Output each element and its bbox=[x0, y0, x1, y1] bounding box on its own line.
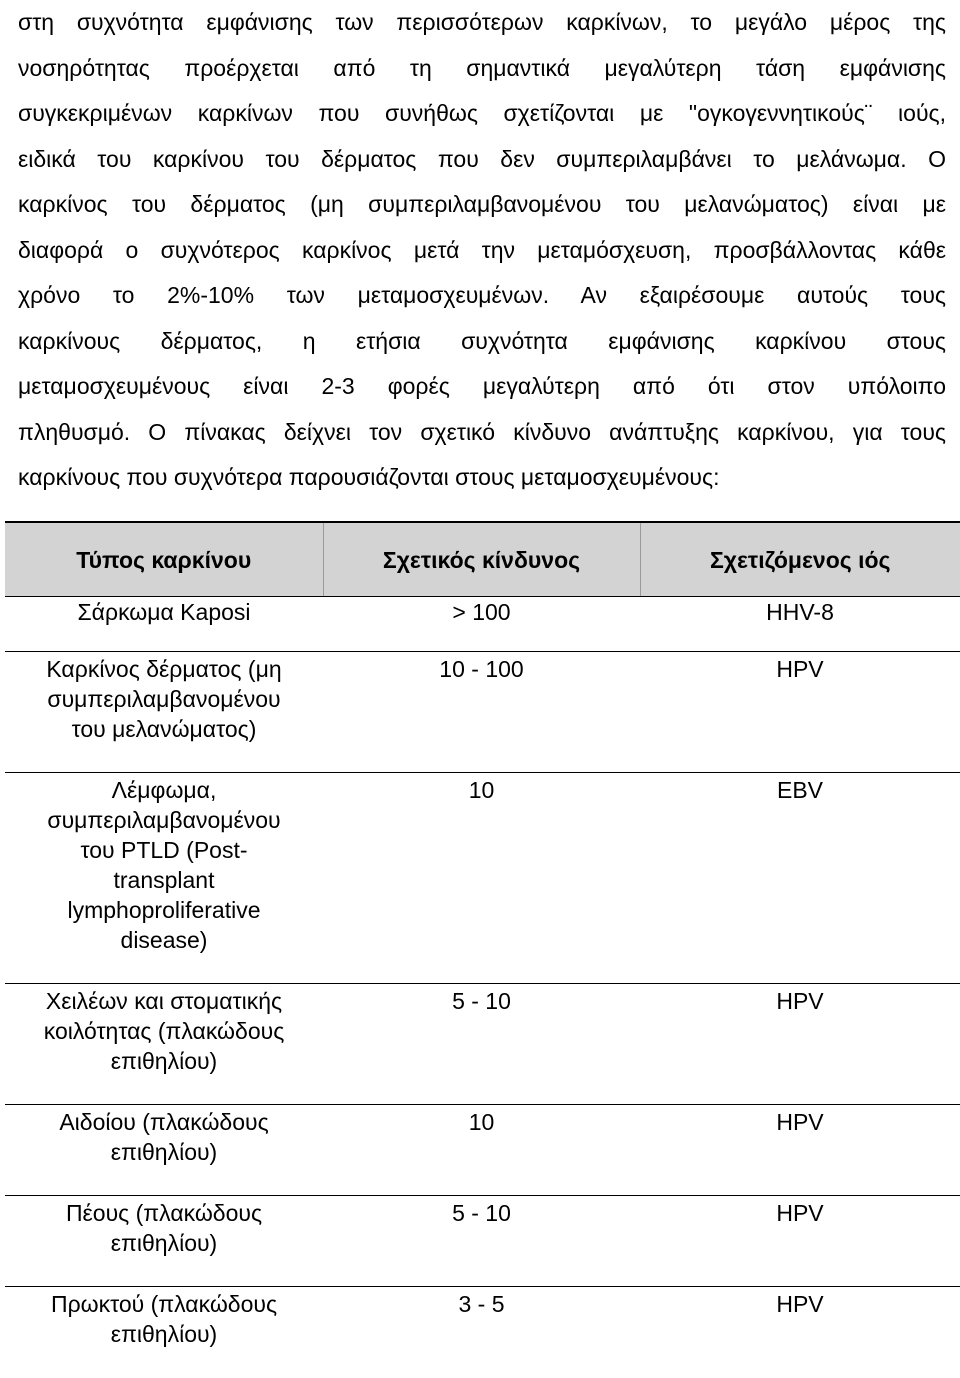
cell-line: disease) bbox=[120, 927, 208, 953]
cell-cancer-type bbox=[5, 597, 323, 652]
paragraph-line: χρόνο το 2%-10% των μεταμοσχευμένων. Αν εξαιρέσουμε αυτούς τους bbox=[18, 282, 946, 308]
table-header-row bbox=[5, 522, 960, 597]
cell-cancer-type bbox=[5, 1196, 323, 1287]
cell-line: Πρωκτού (πλακώδους bbox=[50, 1291, 278, 1317]
cell-relative-risk: 3 - 5 bbox=[458, 1291, 505, 1317]
cell-line: επιθηλίου) bbox=[110, 1139, 218, 1165]
paragraph-line: καρκίνους δέρματος, η ετήσια συχνότητα εμφάνισης καρκίνου στους bbox=[18, 327, 946, 354]
paragraph-line: ειδικά του καρκίνου του δέρματος που δεν συμπεριλαμβάνει το μελάνωμα. Ο bbox=[18, 145, 946, 172]
paragraph-line: στη συχνότητα εμφάνισης των περισσότερων καρκίνων, το μεγάλο μέρος της bbox=[18, 9, 946, 35]
paragraph-line: μεταμοσχευμένους είναι 2-3 φορές μεγαλύτερη από ότι στον υπόλοιπο bbox=[18, 373, 946, 399]
table-row bbox=[5, 773, 960, 984]
table-row bbox=[5, 1196, 960, 1287]
paragraph-line: καρκίνος του δέρματος (μη συμπεριλαμβανομένου του μελανώματος) είναι με bbox=[18, 191, 946, 217]
cell-cancer-type bbox=[5, 652, 323, 773]
cell-associated-virus: HPV bbox=[640, 984, 960, 1105]
cell-line: κοιλότητας (πλακώδους bbox=[43, 1018, 285, 1044]
table-row bbox=[5, 652, 960, 773]
cell-line: Καρκίνος δέρματος (μη bbox=[46, 656, 282, 682]
cell-associated-virus: HPV bbox=[776, 1291, 824, 1317]
cell-line: Χειλέων και στοματικής bbox=[45, 988, 283, 1014]
cell-relative-risk: 5 - 10 bbox=[323, 984, 640, 1105]
cell-line: επιθηλίου) bbox=[110, 1230, 218, 1256]
cell-associated-virus: HPV bbox=[640, 1105, 960, 1196]
header-associated-virus: Σχετιζόμενος ιός bbox=[640, 522, 960, 597]
cell-line: του μελανώματος) bbox=[71, 716, 257, 742]
paragraph-line: νοσηρότητας προέρχεται από τη σημαντικά μεγαλύτερη τάση εμφάνισης bbox=[18, 54, 946, 81]
cell-associated-virus: HPV bbox=[640, 1196, 960, 1287]
cell-relative-risk: 10 bbox=[323, 1105, 640, 1196]
table-row bbox=[5, 597, 960, 652]
cell-cancer-type bbox=[5, 1287, 323, 1350]
table-row bbox=[5, 1287, 960, 1350]
cell-line: lymphoproliferative bbox=[67, 897, 261, 923]
cell-line: Αιδοίου (πλακώδους bbox=[59, 1109, 269, 1135]
cell-line: συμπεριλαμβανομένου bbox=[47, 686, 281, 712]
cell-relative-risk: 5 - 10 bbox=[323, 1196, 640, 1287]
cell-cancer-type bbox=[5, 773, 323, 984]
cell-relative-risk: 10 - 100 bbox=[323, 652, 640, 773]
header-relative-risk: Σχετικός κίνδυνος bbox=[323, 522, 640, 597]
cell-line: transplant bbox=[113, 867, 215, 893]
cell-line: επιθηλίου) bbox=[110, 1321, 218, 1347]
cell-line: επιθηλίου) bbox=[110, 1048, 218, 1074]
cell-associated-virus: HPV bbox=[640, 652, 960, 773]
header-cancer-type: Τύπος καρκίνου bbox=[5, 522, 323, 597]
table-row bbox=[5, 1105, 960, 1196]
cell-line: Πέους (πλακώδους bbox=[65, 1200, 263, 1226]
paragraph-line: καρκίνους που συχνότερα παρουσιάζονται στους μεταμοσχευμένους: bbox=[18, 464, 720, 490]
cell-line: Σάρκωμα Kaposi bbox=[77, 599, 251, 625]
cell-cancer-type bbox=[5, 984, 323, 1105]
cell-line: του PTLD (Post- bbox=[80, 837, 248, 863]
body-paragraph bbox=[18, 0, 946, 501]
cell-line: Λέμφωμα, bbox=[111, 777, 217, 803]
table-row bbox=[5, 984, 960, 1105]
paragraph-line: διαφορά ο συχνότερος καρκίνος μετά την μεταμόσχευση, προσβάλλοντας κάθε bbox=[18, 236, 946, 263]
cell-cancer-type bbox=[5, 1105, 323, 1196]
paragraph-line: πληθυσμό. Ο πίνακας δείχνει τον σχετικό κίνδυνο ανάπτυξης καρκίνου, για τους bbox=[18, 418, 946, 445]
cell-associated-virus: EBV bbox=[640, 773, 960, 984]
cell-associated-virus: HHV-8 bbox=[640, 597, 960, 652]
cell-relative-risk: > 100 bbox=[323, 597, 640, 652]
cell-relative-risk: 10 bbox=[323, 773, 640, 984]
paragraph-line: συγκεκριμένων καρκίνων που συνήθως σχετίζονται με "ογκογεννητικούς¨ ιούς, bbox=[18, 100, 946, 126]
cell-line: συμπεριλαμβανομένου bbox=[47, 807, 281, 833]
cancer-risk-table bbox=[5, 521, 960, 1349]
